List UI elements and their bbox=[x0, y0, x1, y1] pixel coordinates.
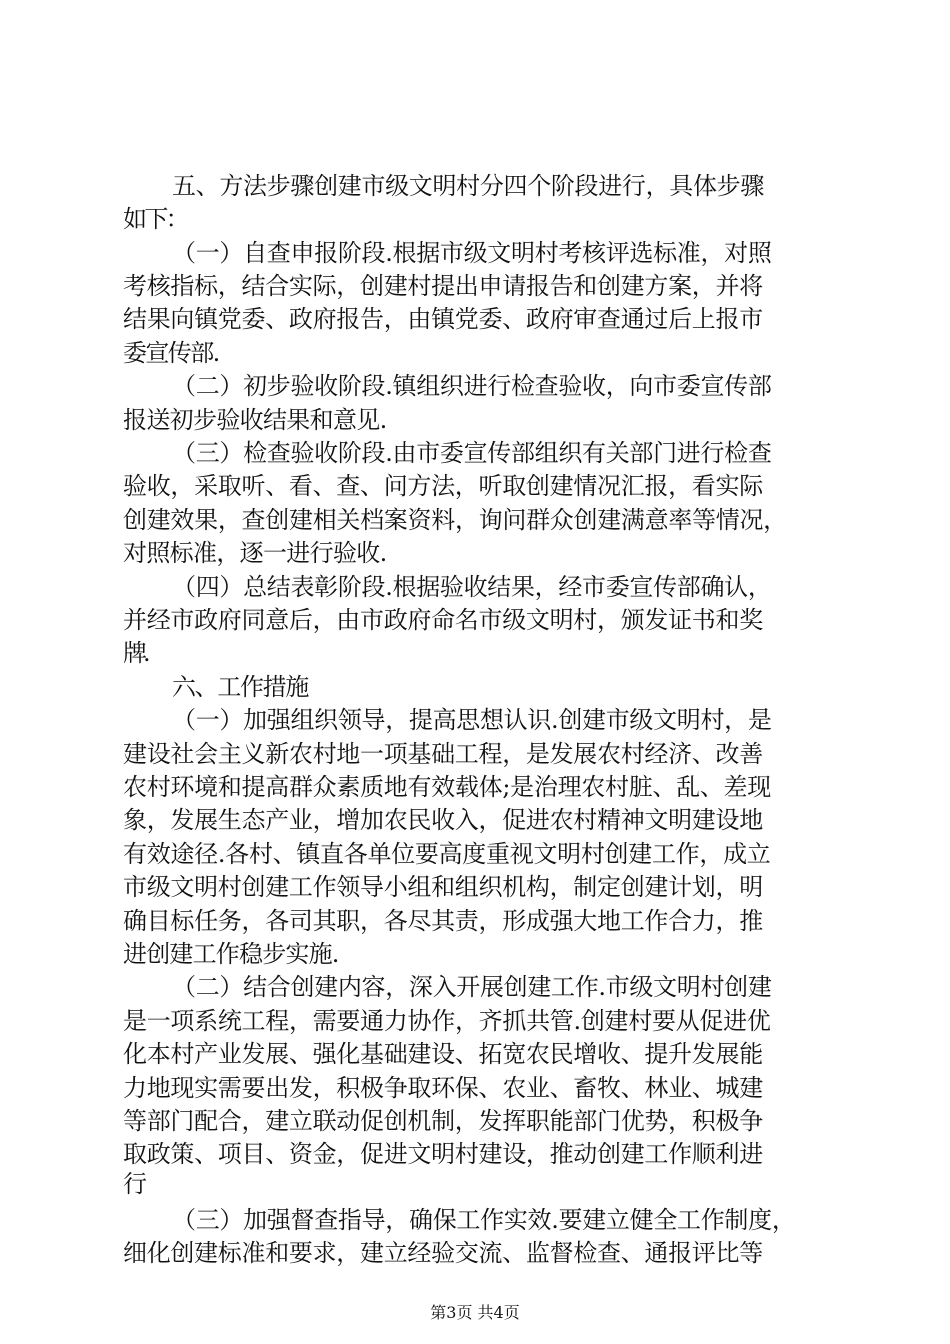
text-line: 细化创建标准和要求，建立经验交流、监督检查、通报评比等 bbox=[123, 1239, 763, 1267]
text-line: 象，发展生态产业，增加农民收入，促进农村精神文明建设地 bbox=[123, 806, 763, 834]
text-line: 如下： bbox=[123, 205, 187, 233]
text-line: 化本村产业发展、强化基础建设、拓宽农民增收、提升发展能 bbox=[123, 1040, 763, 1068]
section-heading: 六、工作措施 bbox=[172, 673, 309, 701]
text-line: 有效途径.各村、镇直各单位要高度重视文明村创建工作，成立 bbox=[123, 840, 771, 868]
text-line: 行 bbox=[123, 1170, 139, 1198]
text-line: （三）检查验收阶段.由市委宣传部组织有关部门进行检查 bbox=[172, 439, 772, 467]
text-line: 创建效果，查创建相关档案资料，询问群众创建满意率等情况， bbox=[123, 506, 787, 534]
text-line: 市级文明村创建工作领导小组和组织机构，制定创建计划，明 bbox=[123, 873, 763, 901]
text-line: 委宣传部. bbox=[123, 339, 219, 367]
text-line: 结果向镇党委、政府报告，由镇党委、政府审查通过后上报市 bbox=[123, 305, 763, 333]
text-line: （四）总结表彰阶段.根据验收结果，经市委宣传部确认， bbox=[172, 573, 772, 601]
text-line: 并经市政府同意后，由市政府命名市级文明村，颁发证书和奖 bbox=[123, 606, 763, 634]
text-line: 五、方法步骤创建市级文明村分四个阶段进行，具体步骤 bbox=[172, 172, 764, 200]
text-line: （一）加强组织领导，提高思想认识.创建市级文明村，是 bbox=[172, 706, 772, 734]
text-line: （二）结合创建内容，深入开展创建工作.市级文明村创建 bbox=[172, 973, 772, 1001]
text-line: 确目标任务，各司其职，各尽其责，形成强大地工作合力，推 bbox=[123, 907, 763, 935]
text-line: 是一项系统工程，需要通力协作，齐抓共管.创建村要从促进优 bbox=[123, 1007, 771, 1035]
text-line: 验收，采取听、看、查、问方法，听取创建情况汇报，看实际 bbox=[123, 472, 763, 500]
text-line: （二）初步验收阶段.镇组织进行检查验收，向市委宣传部 bbox=[172, 372, 772, 400]
text-line: 报送初步验收结果和意见. bbox=[123, 406, 387, 434]
text-line: 农村环境和提高群众素质地有效载体;是治理农村脏、乱、差现 bbox=[123, 773, 771, 801]
page-number: 第3页 共4页 bbox=[430, 1303, 520, 1322]
text-line: 考核指标，结合实际，创建村提出申请报告和创建方案，并将 bbox=[123, 272, 763, 300]
text-line: （三）加强督查指导，确保工作实效.要建立健全工作制度， bbox=[172, 1206, 796, 1234]
text-line: 进创建工作稳步实施. bbox=[123, 940, 339, 968]
text-line: 力地现实需要出发，积极争取环保、农业、畜牧、林业、城建 bbox=[123, 1074, 763, 1102]
text-line: 等部门配合，建立联动促创机制，发挥职能部门优势，积极争 bbox=[123, 1107, 763, 1135]
text-line: 牌. bbox=[123, 639, 147, 667]
text-line: 建设社会主义新农村地一项基础工程，是发展农村经济、改善 bbox=[123, 740, 763, 768]
text-line: 取政策、项目、资金，促进文明村建设，推动创建工作顺利进 bbox=[123, 1140, 763, 1168]
text-line: （一）自查申报阶段.根据市级文明村考核评选标准，对照 bbox=[172, 239, 772, 267]
text-line: 对照标准，逐一进行验收. bbox=[123, 539, 387, 567]
